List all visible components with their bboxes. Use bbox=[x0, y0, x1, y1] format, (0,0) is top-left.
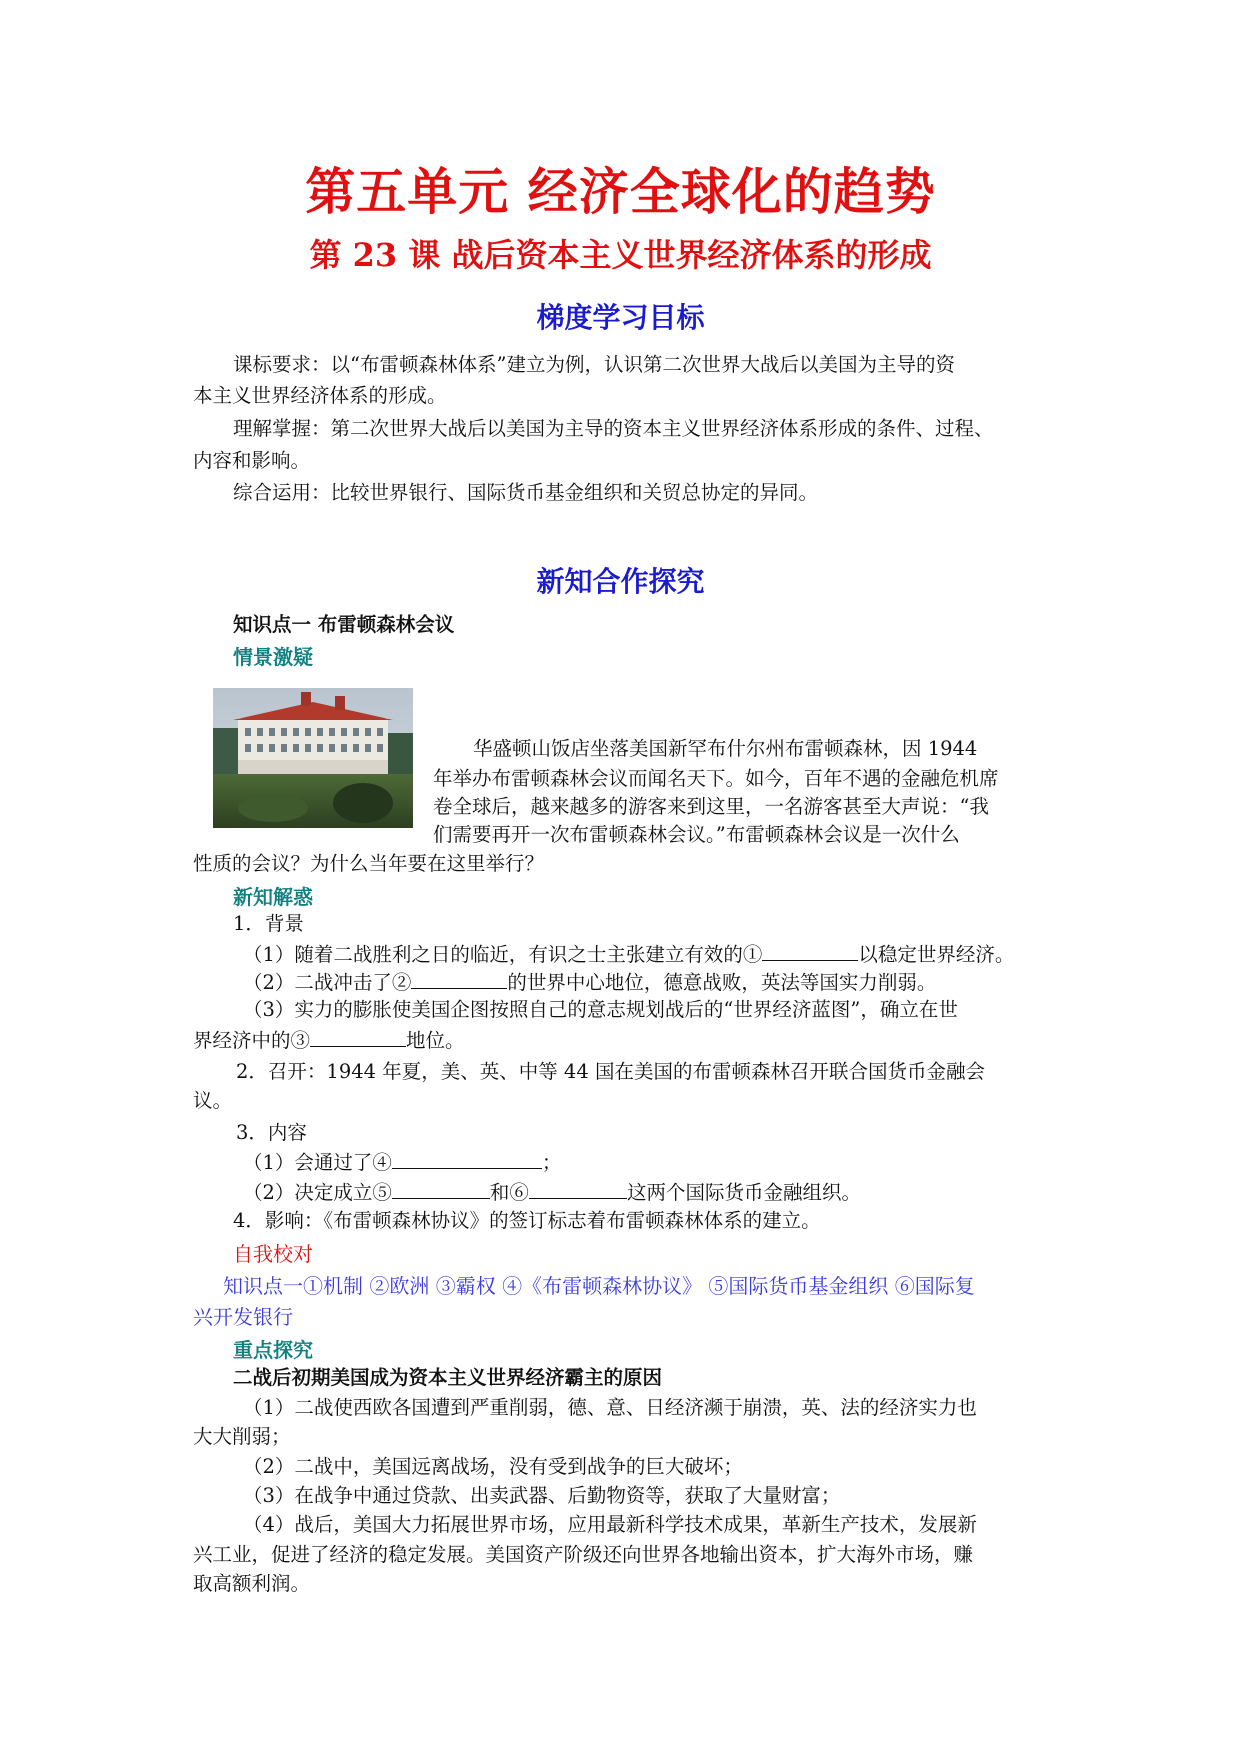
goal-line-5: 综合运用：比较世界银行、国际货币基金组织和关贸总协定的异同。 bbox=[233, 481, 819, 504]
focus-item-1-line-2: 大大削弱； bbox=[193, 1425, 291, 1448]
explore-title: 新知合作探究 bbox=[536, 565, 705, 598]
background-item-2-text: （2）二战冲击了② bbox=[243, 971, 412, 994]
hotel-photo bbox=[213, 688, 413, 828]
background-item-2 bbox=[243, 966, 936, 998]
lesson-title: 第 23 课 战后资本主义世界经济体系的形成 bbox=[309, 236, 932, 274]
scene-line-1: 华盛顿山饭店坐落美国新罕布什尔州布雷顿森林，因 1944 bbox=[473, 737, 978, 760]
focus-item-4-line-3: 取高额利润。 bbox=[193, 1572, 311, 1595]
scene-line-5: 性质的会议？为什么当年要在这里举行？ bbox=[193, 852, 545, 875]
answers-line-1: 知识点一①机制 ②欧洲 ③霸权 ④《布雷顿森林协议》 ⑤国际货币基金组织 ⑥国际复 bbox=[223, 1274, 975, 1298]
blank-3 bbox=[310, 1024, 406, 1047]
focus-item-4-line-1: （4）战后，美国大力拓展世界市场，应用最新科学技术成果，革新生产技术，发展新 bbox=[243, 1513, 977, 1536]
goal-line-3: 理解掌握：第二次世界大战后以美国为主导的资本主义世界经济体系形成的条件、过程、 bbox=[233, 417, 994, 440]
scene-line-3: 卷全球后，越来越多的游客来到这里，一名游客甚至大声说：“我 bbox=[433, 795, 989, 818]
focus-title: 二战后初期美国成为资本主义世界经济霸主的原因 bbox=[233, 1366, 663, 1389]
knowledge-point-title: 知识点一 布雷顿森林会议 bbox=[233, 613, 455, 636]
blank-5 bbox=[392, 1176, 490, 1199]
blank-6 bbox=[529, 1176, 627, 1199]
background-item-3-line-1: （3）实力的膨胀使美国企图按照自己的意志规划战后的“世界经济蓝图”，确立在世 bbox=[243, 998, 958, 1021]
goal-line-2: 本主义世界经济体系的形成。 bbox=[193, 384, 447, 407]
goals-title: 梯度学习目标 bbox=[536, 301, 705, 334]
background-item-1-text: （1）随着二战胜利之日的临近，有识之士主张建立有效的① bbox=[243, 943, 763, 966]
background-item-2-tail: 的世界中心地位，德意战败，英法等国实力削弱。 bbox=[507, 971, 937, 994]
focus-item-3: （3）在战争中通过贷款、出卖武器、后勤物资等，获取了大量财富； bbox=[243, 1484, 841, 1507]
blank-4 bbox=[392, 1146, 542, 1169]
focus-item-1-line-1: （1）二战使西欧各国遭到严重削弱，德、意、日经济濒于崩溃，英、法的经济实力也 bbox=[243, 1396, 977, 1419]
scene-line-2: 年举办布雷顿森林会议而闻名天下。如今，百年不遇的金融危机席 bbox=[433, 767, 999, 790]
scene-label: 情景激疑 bbox=[233, 645, 313, 669]
content-item-2 bbox=[243, 1176, 861, 1208]
self-check-label: 自我校对 bbox=[233, 1242, 313, 1266]
content-item-2-tail: 这两个国际货币金融组织。 bbox=[626, 1181, 861, 1204]
background-item-3-tail: 地位。 bbox=[406, 1029, 465, 1052]
convening-line-1: 2．召开：1944 年夏，美、英、中等 44 国在美国的布雷顿森林召开联合国货币金融会 bbox=[236, 1060, 985, 1083]
unit-title: 第五单元 经济全球化的趋势 bbox=[305, 162, 936, 221]
focus-item-2: （2）二战中，美国远离战场，没有受到战争的巨大破坏； bbox=[243, 1455, 743, 1478]
content-item-2-text: （2）决定成立⑤ bbox=[243, 1181, 392, 1204]
blank-1 bbox=[762, 938, 858, 961]
content-heading: 3．内容 bbox=[236, 1121, 307, 1144]
background-heading: 1．背景 bbox=[233, 912, 304, 935]
impact-line: 4．影响：《布雷顿森林协议》的签订标志着布雷顿森林体系的建立。 bbox=[233, 1209, 821, 1232]
background-item-1-tail: 以稳定世界经济。 bbox=[858, 943, 1015, 966]
content-item-1 bbox=[243, 1146, 561, 1178]
content-item-2-mid: 和⑥ bbox=[489, 1181, 529, 1204]
background-item-3-text: 界经济中的③ bbox=[193, 1029, 311, 1052]
scene-line-4: 们需要再开一次布雷顿森林会议。”布雷顿森林会议是一次什么 bbox=[433, 823, 960, 846]
goal-line-4: 内容和影响。 bbox=[193, 449, 311, 472]
focus-item-4-line-2: 兴工业，促进了经济的稳定发展。美国资产阶级还向世界各地输出资本，扩大海外市场，赚 bbox=[193, 1543, 974, 1566]
hotel-photo-image bbox=[213, 688, 413, 828]
background-item-3-line-2 bbox=[193, 1024, 465, 1056]
answers-line-2: 兴开发银行 bbox=[193, 1305, 293, 1329]
new-knowledge-label: 新知解惑 bbox=[233, 885, 313, 909]
content-item-1-text: （1）会通过了④ bbox=[243, 1151, 392, 1174]
content-item-1-tail: ； bbox=[541, 1151, 562, 1174]
focus-label: 重点探究 bbox=[233, 1338, 313, 1362]
convening-line-2: 议。 bbox=[193, 1089, 233, 1112]
blank-2 bbox=[411, 966, 507, 989]
goal-line-1: 课标要求：以“布雷顿森林体系”建立为例，认识第二次世界大战后以美国为主导的资 bbox=[233, 353, 955, 376]
